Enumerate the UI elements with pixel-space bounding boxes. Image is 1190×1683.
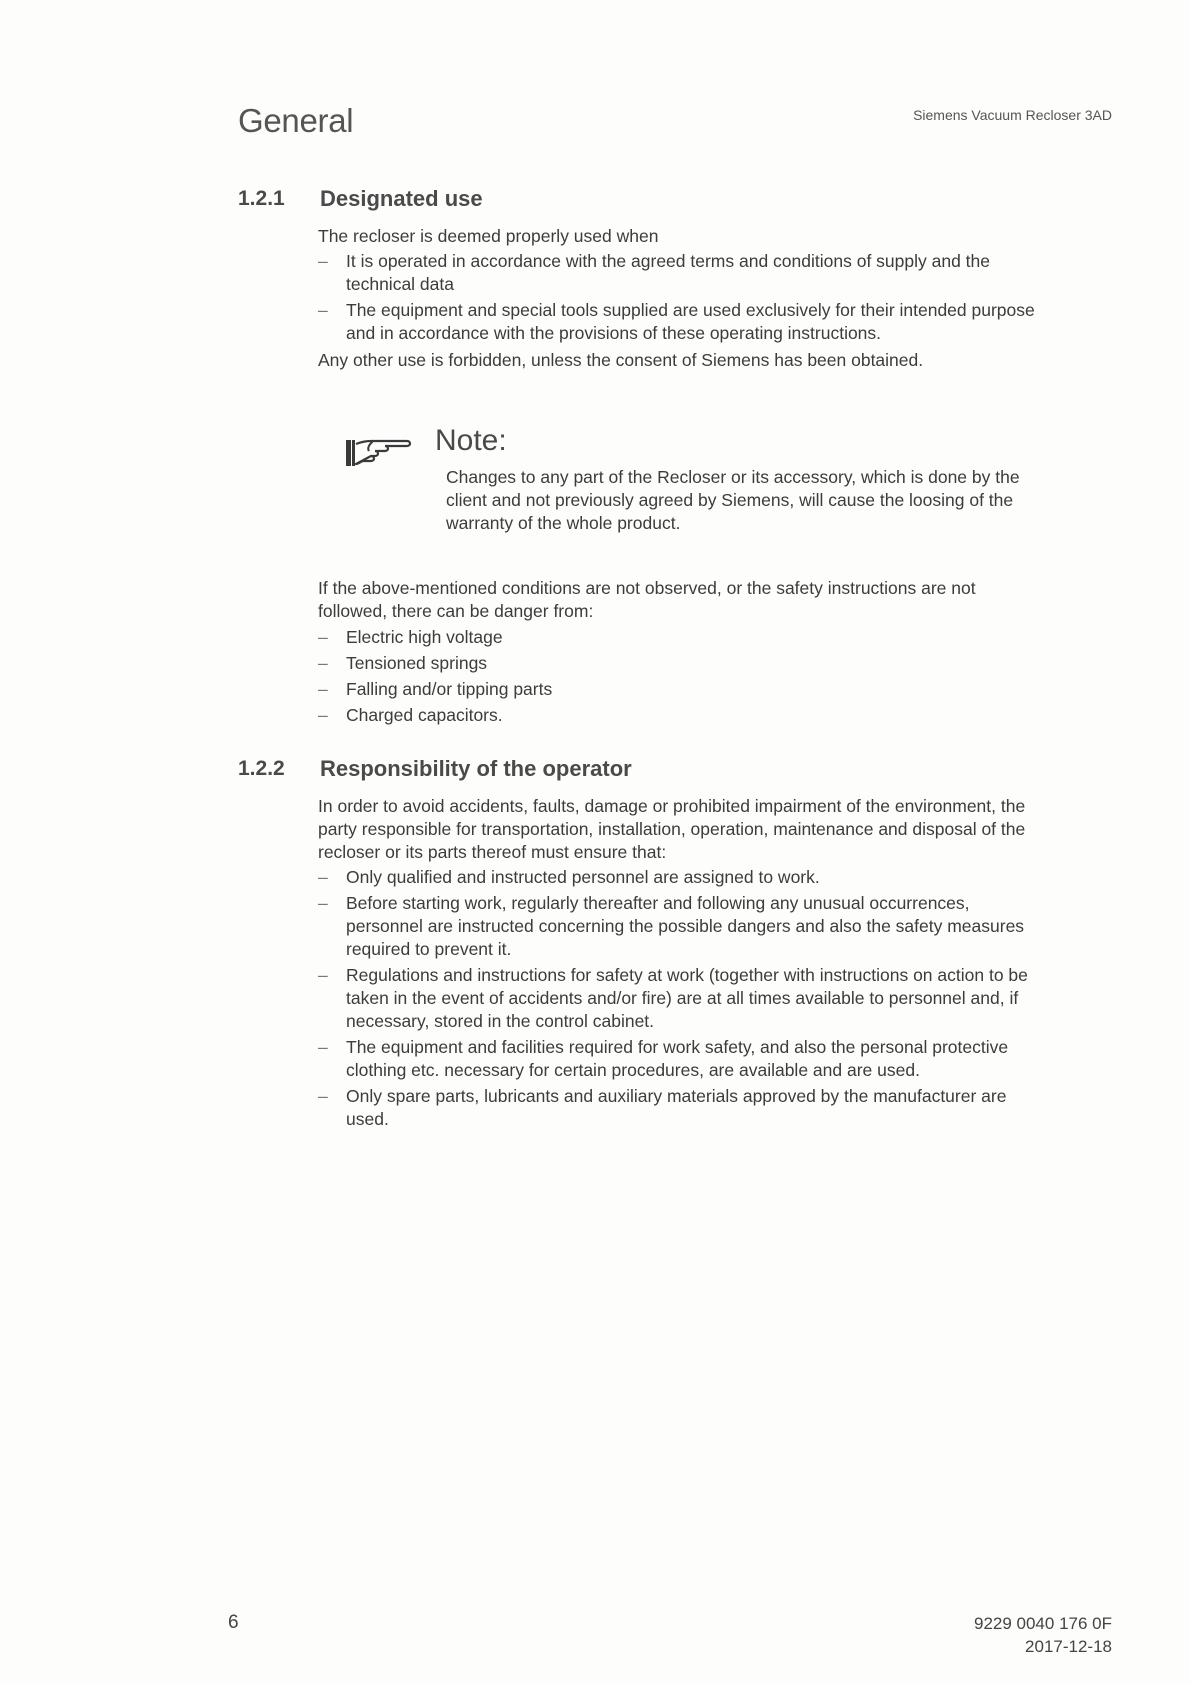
section-title-responsibility: Responsibility of the operator (320, 756, 632, 781)
chapter-heading: General (238, 102, 354, 139)
dash-bullet: – (318, 867, 328, 887)
dash-bullet: – (318, 1037, 328, 1057)
condition-list (318, 250, 1038, 345)
list-item: – The equipment and facilities required for work safety, and also the personal protective clothing etc. necessary for certain procedures, are available and are used. (318, 1037, 1009, 1080)
list-item: – Electric high voltage (318, 627, 503, 647)
section-body-designated-use (318, 225, 1038, 372)
danger-block (318, 577, 1038, 731)
danger-list (318, 626, 1038, 727)
document-number-block (974, 1612, 1112, 1658)
dash-bullet: – (318, 627, 328, 647)
danger-intro: If the above-mentioned conditions are not observed, or the safety instructions are not followed, there can be danger from: (318, 578, 976, 621)
list-item: – It is operated in accordance with the agreed terms and conditions of supply and the technical data (318, 251, 991, 294)
section-intro: In order to avoid accidents, faults, damage or prohibited impairment of the environment, the party responsible for transportation, installation, operation, maintenance and disposal of the recloser or its parts thereof must ensure that: (318, 796, 1026, 862)
dash-bullet: – (318, 893, 328, 913)
dash-bullet: – (318, 965, 328, 985)
document-date: 2017-12-18 (1025, 1637, 1112, 1656)
dash-bullet: – (318, 251, 328, 271)
note-text: Changes to any part of the Recloser or its accessory, which is done by the client and not previously agreed by Siemens, will cause the loosing of the warranty of the whole product. (446, 467, 1020, 533)
list-item: – Regulations and instructions for safety at work (together with instructions on action to be taken in the event of accidents and/or fire) are at all times available to personnel and, if necessary, stored in the control cabinet. (318, 965, 1028, 1031)
section-title-designated-use: Designated use (320, 186, 483, 211)
page-number: 6 (228, 1612, 239, 1633)
dash-bullet: – (318, 1086, 328, 1106)
list-item: – Falling and/or tipping parts (318, 679, 553, 699)
list-item: – Only spare parts, lubricants and auxiliary materials approved by the manufacturer are used. (318, 1086, 1007, 1129)
note-title: Note: (435, 424, 507, 457)
section-intro: The recloser is deemed properly used when (318, 226, 659, 246)
dash-bullet: – (318, 705, 328, 725)
section-number-1-2-2: 1.2.2 (238, 757, 285, 780)
section-number-1-2-1: 1.2.1 (238, 187, 285, 210)
document-title: Siemens Vacuum Recloser 3AD (913, 107, 1112, 123)
responsibility-list (318, 866, 1038, 1131)
section-closing: Any other use is forbidden, unless the consent of Siemens has been obtained. (318, 350, 924, 370)
section-body-responsibility (318, 795, 1038, 1135)
list-item: – Tensioned springs (318, 653, 488, 673)
dash-bullet: – (318, 653, 328, 673)
list-item: – The equipment and special tools supplied are used exclusively for their intended purpose and in accordance with the provisions of these operating instructions. (318, 300, 1035, 343)
dash-bullet: – (318, 679, 328, 699)
dash-bullet: – (318, 300, 328, 320)
document-number: 9229 0040 176 0F (973, 1614, 1112, 1633)
list-item: – Only qualified and instructed personnel are assigned to work. (318, 867, 820, 887)
list-item: – Before starting work, regularly thereafter and following any unusual occurrences, personnel are instructed concerning the possible dangers and also the safety measures required to prevent it. (318, 893, 1025, 959)
list-item: – Charged capacitors. (318, 705, 503, 725)
pointing-hand-icon (345, 432, 415, 472)
